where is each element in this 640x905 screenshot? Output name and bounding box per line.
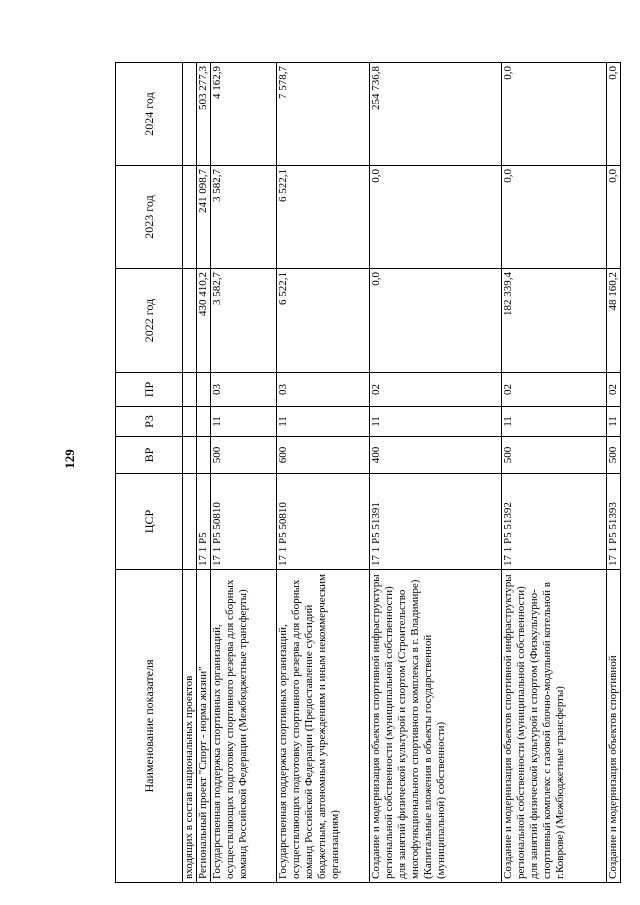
cell-2022: 182 339,4 (502, 269, 607, 373)
table-row (211, 63, 277, 883)
cell-csr: 17 1 P5 51393 (607, 474, 621, 570)
cell-2022: 430 410,2 (197, 269, 211, 373)
col-header-name: Наименование показателя (116, 570, 183, 883)
cell-csr: 17 1 P5 50810 (277, 474, 370, 570)
col-header-csr: ЦСР (116, 474, 183, 570)
cell-2024: 254 736,8 (370, 63, 502, 166)
cell-vr (197, 437, 211, 474)
cell-2022: 6 522,1 (277, 269, 370, 373)
cell-rz: 11 (502, 407, 607, 437)
cell-vr: 600 (277, 437, 370, 474)
col-header-2023: 2023 год (116, 166, 183, 269)
budget-table (115, 62, 621, 883)
cell-csr: 17 1 P5 51392 (502, 474, 607, 570)
cell-2023: 0,0 (370, 166, 502, 269)
col-header-rz: РЗ (116, 407, 183, 437)
cell-pr: 03 (277, 373, 370, 407)
cell-2023: 6 522,1 (277, 166, 370, 269)
cell-rz (197, 407, 211, 437)
col-header-vr: ВР (116, 437, 183, 474)
col-header-2024: 2024 год (116, 63, 183, 166)
cell-csr: 17 1 P5 51391 (370, 474, 502, 570)
cell-2024: 0,0 (607, 63, 621, 166)
cell-2024: 7 578,7 (277, 63, 370, 166)
page-number: 129 (62, 449, 77, 469)
cell-pr: 02 (370, 373, 502, 407)
cell-pr: 02 (607, 373, 621, 407)
cell-2023: 3 582,7 (211, 166, 277, 269)
cell-2023 (183, 166, 197, 269)
cell-name: входящих в состав национальных проектов (183, 570, 197, 883)
cell-pr (197, 373, 211, 407)
cell-2022 (183, 269, 197, 373)
cell-rz: 11 (370, 407, 502, 437)
cell-vr: 500 (502, 437, 607, 474)
cell-name: Региональный проект "Спорт - норма жизни" (197, 570, 211, 883)
table-row (197, 63, 211, 883)
cell-2023: 0,0 (502, 166, 607, 269)
cell-2024: 0,0 (502, 63, 607, 166)
cell-csr: 17 1 P5 50810 (211, 474, 277, 570)
cell-pr: 02 (502, 373, 607, 407)
header-row (116, 63, 183, 883)
cell-2024 (183, 63, 197, 166)
cell-csr (183, 474, 197, 570)
cell-2022: 0,0 (370, 269, 502, 373)
cell-rz: 11 (607, 407, 621, 437)
table-row (183, 63, 197, 883)
cell-2023: 0,0 (607, 166, 621, 269)
table-row (277, 63, 370, 883)
cell-pr (183, 373, 197, 407)
table-row (502, 63, 607, 883)
cell-rz (183, 407, 197, 437)
cell-name: Государственная поддержка спортивных организаций, осуществляющих подготовку спортивного резерва для сборных команд Российской Федерации (Межбюджетные трансферты) (211, 570, 277, 883)
cell-vr: 400 (370, 437, 502, 474)
cell-vr: 500 (607, 437, 621, 474)
cell-name: Создание и модернизация объектов спортивной инфраструктуры региональной собственности (муниципальной собственности) для занятий физической культурой и спортом (Строительство многофункционального спортивного комплекса в г. Владимире) (Капитальные вложения в объекты государственной (муниципальной) собственности) (370, 570, 502, 883)
table-row (607, 63, 621, 883)
col-header-2022: 2022 год (116, 269, 183, 373)
cell-rz: 11 (211, 407, 277, 437)
cell-name: Создание и модернизация объектов спортивной (607, 570, 621, 883)
col-header-pr: ПР (116, 373, 183, 407)
cell-rz: 11 (277, 407, 370, 437)
cell-vr: 500 (211, 437, 277, 474)
cell-2022: 48 160,2 (607, 269, 621, 373)
rotated-page (115, 63, 619, 883)
cell-2022: 3 582,7 (211, 269, 277, 373)
cell-csr: 17 1 P5 (197, 474, 211, 570)
table-row (370, 63, 502, 883)
cell-name: Создание и модернизация объектов спортивной инфраструктуры региональной собственности (муниципальной собственности) для занятий физической культурой и спортом (Физкультурно-спортивный комплекс с газовой блочно-модульной котельной в г.Коврове) (Межбюджетные трансферты) (502, 570, 607, 883)
cell-name: Государственная поддержка спортивных организаций, осуществляющих подготовку спортивного резерва для сборных команд Российской Федерации (Предоставление субсидий бюджетным, автономным учреждениям и иным некоммерческим организациям) (277, 570, 370, 883)
cell-pr: 03 (211, 373, 277, 407)
cell-vr (183, 437, 197, 474)
cell-2024: 4 162,9 (211, 63, 277, 166)
cell-2023: 241 098,7 (197, 166, 211, 269)
cell-2024: 503 277,3 (197, 63, 211, 166)
